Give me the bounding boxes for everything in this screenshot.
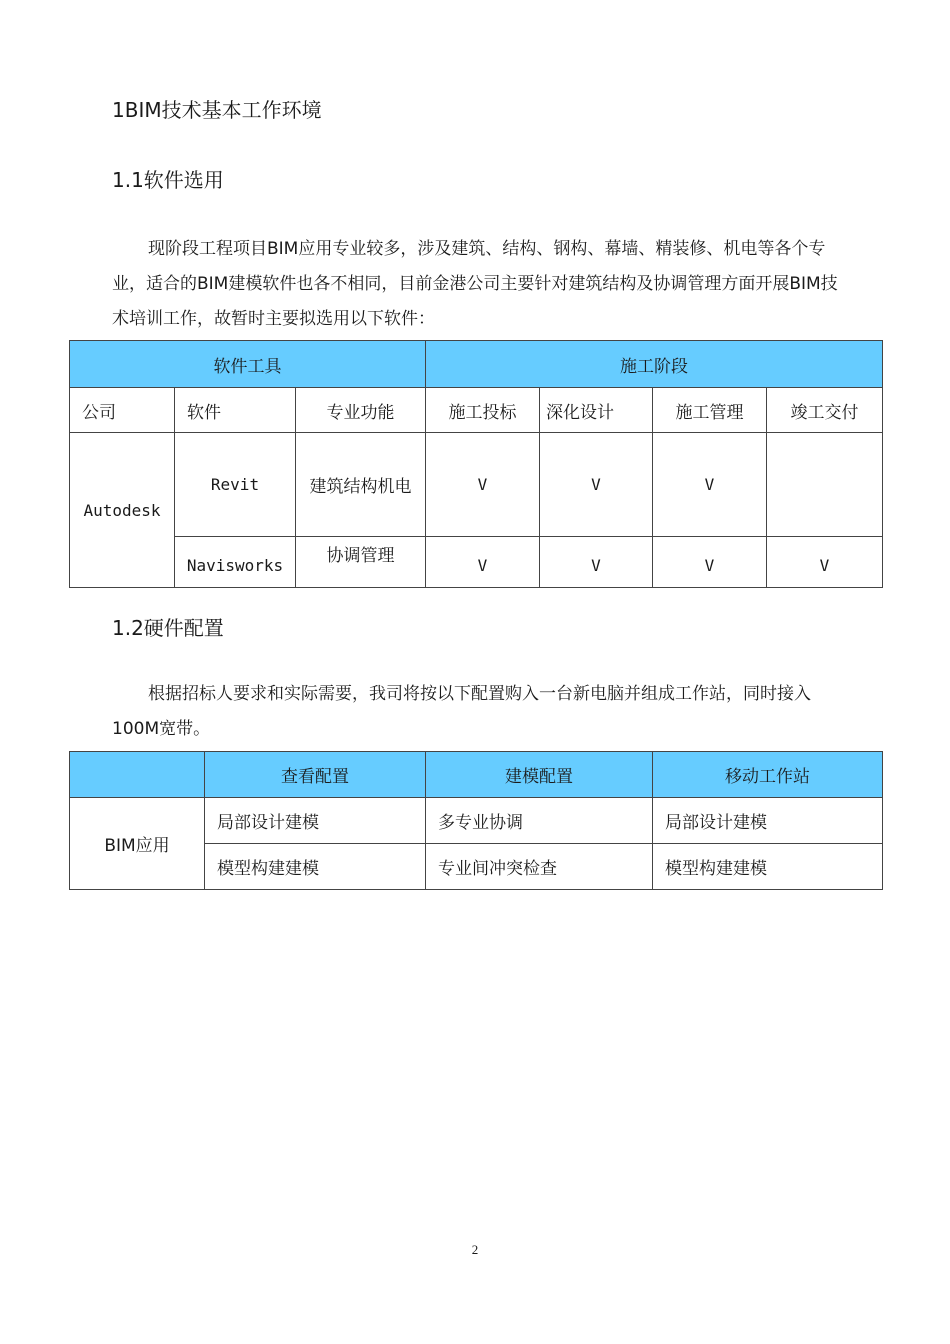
stage-cell: V xyxy=(540,537,653,588)
stage-cell: V xyxy=(653,433,767,537)
hardware-intro-paragraph xyxy=(112,677,840,747)
table-row xyxy=(70,798,883,844)
software-group-header-row xyxy=(70,341,883,388)
page-number: 2 xyxy=(471,1242,479,1257)
stage-cell: V xyxy=(426,433,540,537)
software-cell: Revit xyxy=(175,433,296,537)
stage-cell xyxy=(767,433,883,537)
hardware-cell: 多专业协调 xyxy=(426,798,653,844)
stage-cell: V xyxy=(767,537,883,588)
group-header-software-tools: 软件工具 xyxy=(70,341,426,388)
col-header-mobile-workstation: 移动工作站 xyxy=(653,752,883,798)
section-heading-1-2: 1.2硬件配置 xyxy=(112,616,224,640)
table-row xyxy=(70,537,883,588)
company-cell: Autodesk xyxy=(70,433,175,588)
hardware-cell: 模型构建建模 xyxy=(205,844,426,890)
hardware-cell: 模型构建建模 xyxy=(653,844,883,890)
hardware-cell: 局部设计建模 xyxy=(653,798,883,844)
hardware-cell: 专业间冲突检查 xyxy=(426,844,653,890)
col-header-company: 公司 xyxy=(70,388,175,433)
hardware-intro-text: 根据招标人要求和实际需要，我司将按以下配置购入一台新电脑并组成工作站，同时接入100M宽带。 xyxy=(112,684,811,739)
software-intro-paragraph xyxy=(112,232,840,337)
col-header-detailed-design: 深化设计 xyxy=(540,388,653,433)
hardware-table xyxy=(69,751,883,890)
section-heading-1: 1BIM技术基本工作环境 xyxy=(112,98,322,122)
hardware-header-row xyxy=(70,752,883,798)
function-cell: 协调管理 xyxy=(296,537,426,588)
stage-cell: V xyxy=(540,433,653,537)
header-empty-cell xyxy=(70,752,205,798)
software-table xyxy=(69,340,883,588)
col-header-completion: 竣工交付 xyxy=(767,388,883,433)
row-label-bim-application: BIM应用 xyxy=(70,798,205,890)
table-row xyxy=(70,433,883,537)
col-header-view-config: 查看配置 xyxy=(205,752,426,798)
software-cell: Navisworks xyxy=(175,537,296,588)
col-header-function: 专业功能 xyxy=(296,388,426,433)
col-header-modeling-config: 建模配置 xyxy=(426,752,653,798)
col-header-software: 软件 xyxy=(175,388,296,433)
col-header-construction-mgmt: 施工管理 xyxy=(653,388,767,433)
stage-cell: V xyxy=(426,537,540,588)
software-column-header-row xyxy=(70,388,883,433)
function-cell: 建筑结构机电 xyxy=(296,433,426,537)
col-header-bidding: 施工投标 xyxy=(426,388,540,433)
software-intro-text: 现阶段工程项目BIM应用专业较多，涉及建筑、结构、钢构、幕墙、精装修、机电等各个专业，适合的BIM建模软件也各不相同，目前金港公司主要针对建筑结构及协调管理方面开展BIM技术培训工作，故暂时主要拟选用以下软件： xyxy=(112,239,838,329)
stage-cell: V xyxy=(653,537,767,588)
section-heading-1-1: 1.1软件选用 xyxy=(112,168,224,192)
group-header-construction-stage: 施工阶段 xyxy=(426,341,883,388)
hardware-cell: 局部设计建模 xyxy=(205,798,426,844)
